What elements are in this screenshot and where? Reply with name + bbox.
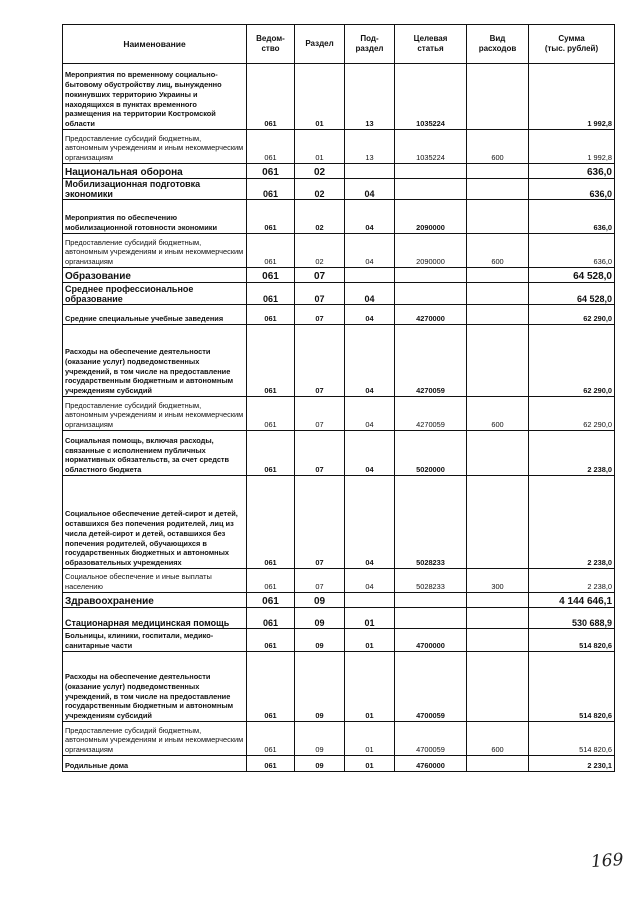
table-row [63, 200, 615, 234]
cell-summa: 636,0 [529, 200, 615, 234]
cell-ved: 061 [247, 305, 295, 325]
cell-summa: 636,0 [529, 234, 615, 268]
cell-summa: 2 238,0 [529, 476, 615, 569]
cell-name: Мобилизационная подготовка экономики [63, 179, 247, 200]
cell-podrazdel: 04 [345, 234, 395, 268]
cell-razdel: 07 [295, 268, 345, 283]
cell-name: Больницы, клиники, госпитали, медико-санитарные части [63, 629, 247, 652]
cell-summa: 1 992,8 [529, 64, 615, 130]
cell-statya: 4700059 [395, 652, 467, 722]
cell-podrazdel: 04 [345, 569, 395, 593]
cell-vid: 300 [467, 569, 529, 593]
header-vid: Вид расходов [467, 25, 529, 64]
header-podrazdel: Под- раздел [345, 25, 395, 64]
cell-name: Социальное обеспечение детей-сирот и детей, оставшихся без попечения родителей, лиц из числа детей-сирот и детей, оставшихся без попечения родителей, обучающихся в государственных бюджетных и автономных образовательных учреждениях [63, 476, 247, 569]
cell-summa: 62 290,0 [529, 305, 615, 325]
table-row [63, 179, 615, 200]
cell-vid [467, 593, 529, 608]
cell-ved: 061 [247, 130, 295, 164]
cell-razdel: 07 [295, 325, 345, 397]
cell-name: Предоставление субсидий бюджетным, автономным учреждениям и иным некоммерческим организациям [63, 722, 247, 756]
cell-summa: 2 230,1 [529, 756, 615, 772]
page-number: 169 [590, 849, 625, 873]
cell-ved: 061 [247, 200, 295, 234]
table-row [63, 476, 615, 569]
cell-vid [467, 629, 529, 652]
cell-vid [467, 283, 529, 305]
cell-summa: 514 820,6 [529, 629, 615, 652]
cell-podrazdel: 04 [345, 476, 395, 569]
cell-ved: 061 [247, 569, 295, 593]
cell-name: Родильные дома [63, 756, 247, 772]
cell-podrazdel: 04 [345, 397, 395, 431]
table-row [63, 325, 615, 397]
cell-name: Предоставление субсидий бюджетным, автономным учреждениям и иным некоммерческим организациям [63, 130, 247, 164]
cell-name: Средние специальные учебные заведения [63, 305, 247, 325]
cell-statya: 4700000 [395, 629, 467, 652]
cell-ved: 061 [247, 397, 295, 431]
cell-razdel: 07 [295, 283, 345, 305]
cell-ved: 061 [247, 164, 295, 179]
cell-summa: 64 528,0 [529, 283, 615, 305]
table-row [63, 64, 615, 130]
cell-vid [467, 64, 529, 130]
cell-podrazdel: 01 [345, 652, 395, 722]
table-row [63, 652, 615, 722]
cell-razdel: 09 [295, 629, 345, 652]
table-header-row [63, 25, 615, 64]
cell-razdel: 07 [295, 431, 345, 476]
cell-razdel: 09 [295, 608, 345, 629]
cell-podrazdel: 01 [345, 608, 395, 629]
cell-statya: 5028233 [395, 476, 467, 569]
cell-name: Социальное обеспечение и иные выплаты населению [63, 569, 247, 593]
cell-ved: 061 [247, 756, 295, 772]
cell-podrazdel: 13 [345, 130, 395, 164]
cell-summa: 530 688,9 [529, 608, 615, 629]
cell-name: Расходы на обеспечение деятельности (оказание услуг) подведомственных учреждений, в том числе на предоставление государственным бюджетным и автономным учреждениям субсидий [63, 325, 247, 397]
cell-summa: 64 528,0 [529, 268, 615, 283]
cell-vid [467, 268, 529, 283]
cell-vid [467, 179, 529, 200]
cell-summa: 1 992,8 [529, 130, 615, 164]
cell-name: Здравоохранение [63, 593, 247, 608]
table-row [63, 268, 615, 283]
cell-podrazdel: 01 [345, 756, 395, 772]
cell-name: Среднее профессиональное образование [63, 283, 247, 305]
cell-statya [395, 593, 467, 608]
cell-name: Социальная помощь, включая расходы, связанные с исполнением публичных нормативных обязательств, за счет средств областного бюджета [63, 431, 247, 476]
cell-vid [467, 652, 529, 722]
header-summa: Сумма (тыс. рублей) [529, 25, 615, 64]
cell-vid [467, 325, 529, 397]
cell-name: Предоставление субсидий бюджетным, автономным учреждениям и иным некоммерческим организациям [63, 234, 247, 268]
cell-ved: 061 [247, 431, 295, 476]
cell-razdel: 02 [295, 179, 345, 200]
cell-ved: 061 [247, 593, 295, 608]
cell-ved: 061 [247, 629, 295, 652]
cell-razdel: 02 [295, 234, 345, 268]
cell-name: Мероприятия по временному социально-бытовому обустройству лиц, вынужденно покинувших территорию Украины и находящихся в пунктах временного размещения на территории Костромской области [63, 64, 247, 130]
cell-statya: 2090000 [395, 200, 467, 234]
table-row [63, 130, 615, 164]
cell-razdel: 02 [295, 200, 345, 234]
cell-razdel: 09 [295, 652, 345, 722]
header-ved: Ведом- ство [247, 25, 295, 64]
cell-statya: 4760000 [395, 756, 467, 772]
cell-summa: 514 820,6 [529, 652, 615, 722]
cell-razdel: 02 [295, 164, 345, 179]
cell-razdel: 07 [295, 569, 345, 593]
cell-summa: 62 290,0 [529, 325, 615, 397]
cell-vid [467, 200, 529, 234]
cell-statya [395, 179, 467, 200]
cell-summa: 636,0 [529, 164, 615, 179]
cell-statya: 1035224 [395, 64, 467, 130]
cell-statya: 5028233 [395, 569, 467, 593]
cell-summa: 636,0 [529, 179, 615, 200]
cell-razdel: 07 [295, 305, 345, 325]
cell-summa: 514 820,6 [529, 722, 615, 756]
table-row [63, 608, 615, 629]
table-row [63, 397, 615, 431]
cell-name: Стационарная медицинская помощь [63, 608, 247, 629]
cell-ved: 061 [247, 476, 295, 569]
cell-razdel: 09 [295, 756, 345, 772]
cell-statya [395, 283, 467, 305]
cell-podrazdel: 01 [345, 722, 395, 756]
cell-vid: 600 [467, 722, 529, 756]
cell-statya [395, 268, 467, 283]
cell-razdel: 09 [295, 593, 345, 608]
cell-name: Мероприятия по обеспечению мобилизационной готовности экономики [63, 200, 247, 234]
cell-podrazdel: 04 [345, 305, 395, 325]
cell-vid [467, 476, 529, 569]
cell-podrazdel [345, 164, 395, 179]
cell-podrazdel [345, 593, 395, 608]
cell-summa: 2 238,0 [529, 569, 615, 593]
cell-ved: 061 [247, 179, 295, 200]
cell-razdel: 09 [295, 722, 345, 756]
cell-podrazdel: 04 [345, 283, 395, 305]
cell-summa: 4 144 646,1 [529, 593, 615, 608]
cell-statya: 4270059 [395, 397, 467, 431]
cell-podrazdel: 04 [345, 431, 395, 476]
table-row [63, 305, 615, 325]
header-name: Наименование [63, 25, 247, 64]
cell-ved: 061 [247, 234, 295, 268]
cell-name: Образование [63, 268, 247, 283]
table-row [63, 593, 615, 608]
header-statya: Целевая статья [395, 25, 467, 64]
budget-table [62, 24, 615, 772]
cell-ved: 061 [247, 283, 295, 305]
cell-ved: 061 [247, 268, 295, 283]
cell-ved: 061 [247, 64, 295, 130]
cell-vid [467, 305, 529, 325]
cell-podrazdel [345, 268, 395, 283]
cell-statya [395, 164, 467, 179]
table-body [63, 64, 615, 772]
cell-podrazdel: 01 [345, 629, 395, 652]
cell-podrazdel: 04 [345, 200, 395, 234]
cell-statya [395, 608, 467, 629]
cell-podrazdel: 13 [345, 64, 395, 130]
cell-name: Национальная оборона [63, 164, 247, 179]
cell-vid [467, 608, 529, 629]
cell-ved: 061 [247, 608, 295, 629]
cell-summa: 2 238,0 [529, 431, 615, 476]
table-row [63, 164, 615, 179]
cell-podrazdel: 04 [345, 179, 395, 200]
table-row [63, 756, 615, 772]
cell-razdel: 01 [295, 130, 345, 164]
header-razdel: Раздел [295, 25, 345, 64]
cell-vid [467, 431, 529, 476]
cell-name: Предоставление субсидий бюджетным, автономным учреждениям и иным некоммерческим организациям [63, 397, 247, 431]
cell-name: Расходы на обеспечение деятельности (оказание услуг) подведомственных учреждений, в том числе на предоставление государственным бюджетным и автономным учреждениям субсидий [63, 652, 247, 722]
cell-razdel: 07 [295, 476, 345, 569]
cell-statya: 4270000 [395, 305, 467, 325]
cell-vid [467, 756, 529, 772]
table-row [63, 722, 615, 756]
cell-razdel: 07 [295, 397, 345, 431]
table-row [63, 629, 615, 652]
cell-statya: 4700059 [395, 722, 467, 756]
table-row [63, 431, 615, 476]
cell-vid: 600 [467, 397, 529, 431]
cell-vid: 600 [467, 234, 529, 268]
cell-vid [467, 164, 529, 179]
budget-table-sheet [62, 24, 614, 772]
cell-ved: 061 [247, 325, 295, 397]
cell-razdel: 01 [295, 64, 345, 130]
cell-statya: 4270059 [395, 325, 467, 397]
cell-statya: 5020000 [395, 431, 467, 476]
cell-ved: 061 [247, 722, 295, 756]
table-row [63, 283, 615, 305]
cell-statya: 2090000 [395, 234, 467, 268]
cell-statya: 1035224 [395, 130, 467, 164]
cell-podrazdel: 04 [345, 325, 395, 397]
table-row [63, 569, 615, 593]
cell-vid: 600 [467, 130, 529, 164]
cell-summa: 62 290,0 [529, 397, 615, 431]
table-row [63, 234, 615, 268]
cell-ved: 061 [247, 652, 295, 722]
